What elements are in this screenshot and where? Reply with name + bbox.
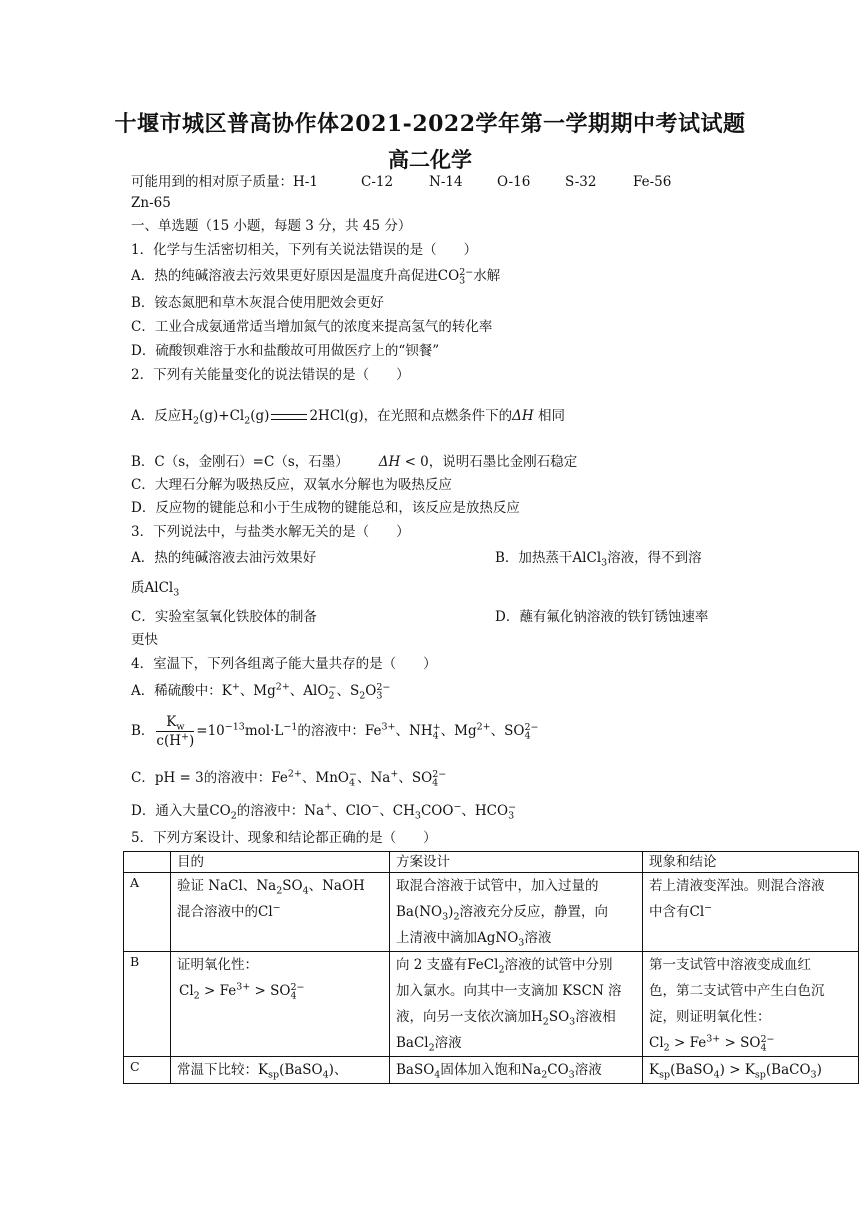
table-row (124, 952, 859, 1057)
q2-option-c: C．大理石分解为吸热反应，双氧水分解也为吸热反应 (131, 477, 452, 493)
mass-zn: Zn-65 (131, 195, 171, 211)
mass-n: N-14 (429, 174, 463, 190)
q4-option-b: B． $\frac{K_w}{c(H^+)}$ $=10^{-13}mol\cdot L^{-1}$的溶液中：$Fe^{3+}$、$NH_4^+$、$Mg^{2+}$、$SO_4^{2-}$ (131, 713, 539, 749)
q3-stem: 3．下列说法中，与盐类水解无关的是（ ） (131, 524, 410, 540)
q4-option-c: C．pH = 3的溶液中：$Fe^{2+}$、MnO$_4$−、Na+、$SO_4^{2-}$ (131, 768, 447, 789)
q3-option-c: C．实验室氢氧化铁胶体的制备 (131, 609, 317, 625)
table-row (124, 873, 859, 952)
q4a-ions: K+、$Mg^{2+}$、AlO$_2$−、$S_2O_3^{2-}$ (221, 681, 391, 702)
q4c-ions: $Fe^{2+}$、MnO$_4$−、Na+、$SO_4^{2-}$ (271, 768, 447, 789)
q5-stem: 5．下列方案设计、现象和结论都正确的是（ ） (131, 830, 437, 846)
row-b-design: 向 2 支盛有FeCl$_2$溶液的试管中分别 加入氯水。向其中一支滴加 KSCN 溶 液，向另一支依次滴加$H_2SO_3$溶液相 BaCl$_2$溶液 (390, 952, 643, 1057)
alcl3-formula: AlCl$_3$ (572, 550, 608, 569)
mass-h: H-1 (293, 174, 318, 190)
mass-c: C-12 (361, 174, 394, 190)
row-a-design: 取混合溶液于试管中，加入过量的 $Ba(NO_3)_2$溶液充分反应，静置，向 上清液中滴加AgNO$_3$溶液 (390, 873, 643, 952)
q1-option-c: C．工业合成氨通常适当增加氮气的浓度来提高氢气的转化率 (131, 319, 493, 335)
q2-option-d: D．反应物的键能总和小于生成物的键能总和，该反应是放热反应 (131, 500, 520, 516)
row-c-design: BaSO$_4$固体加入饱和$Na_2CO_3$溶液 (390, 1057, 643, 1084)
q3-option-d-wrap: 更快 (131, 632, 158, 648)
q4c-ph: pH = 3 (154, 770, 204, 786)
header-blank (124, 852, 171, 873)
q4b-value: $=10^{-13}mol\cdot L^{-1}$ (196, 721, 298, 739)
row-b-aim: 证明氧化性： $Cl_2 > Fe^{3+} > SO_4^{2-}$ (171, 952, 390, 1057)
row-b-result: 第一支试管中溶液变成血红 色，第二支试管中产生白色沉 淀，则证明氧化性： $Cl_2 > Fe^{3+} > SO_4^{2-}$ (643, 952, 859, 1057)
row-label-c: C (124, 1057, 171, 1084)
q2-delta-h-negative: ΔH < 0 (378, 454, 429, 470)
section-heading: 一、单选题（15 小题，每题 3 分，共 45 分） (131, 218, 412, 234)
q1-option-d: D．硫酸钡难溶于水和盐酸故可用做医疗上的“钡餐” (131, 343, 440, 359)
q2-delta-h: ΔH (512, 408, 534, 424)
row-label-b: B (124, 952, 171, 1057)
q3-option-b: B．加热蒸干AlCl$_3$溶液，得不到溶 (495, 550, 702, 569)
row-a-result: 若上清液变浑浊。则混合溶液 中含有Cl− (643, 873, 859, 952)
exam-title: 十堰市城区普高协作体2021-2022学年第一学期期中考试试题 (114, 111, 746, 137)
table-header-row (124, 852, 859, 873)
q4d-ions: Na+、ClO−、$CH_3COO^-$、$HCO_3^-$ (304, 801, 517, 822)
q5-table (123, 851, 859, 1084)
q1-carbonate-formula: $CO_3^{2-}$ (437, 266, 474, 287)
atomic-masses-line (131, 172, 671, 192)
q4-option-a: A．稀硫酸中：K+、$Mg^{2+}$、AlO$_2$−、$S_2O_3^{2-}$ (131, 681, 391, 702)
q2-option-b: B．C（s，金刚石）=C（s，石墨） ΔH < 0，说明石墨比金刚石稳定 (131, 454, 578, 470)
q3-option-b-wrap: 质AlCl$_3$ (131, 580, 180, 599)
q1-option-a: A．热的纯碱溶液去污效果更好原因是温度升高促进$CO_3^{2-}$水解 (131, 266, 501, 287)
row-a-aim: 验证 NaCl、$Na_2SO_4$、NaOH 混合溶液中的Cl− (171, 873, 390, 952)
q4b-ions: $Fe^{3+}$、$NH_4^+$、$Mg^{2+}$、$SO_4^{2-}$ (364, 721, 539, 742)
q4-option-d: D．通入大量$CO_2$的溶液中：Na+、ClO−、$CH_3COO^-$、$HCO_3^-$ (131, 801, 517, 822)
header-aim: 目的 (171, 852, 390, 873)
co2-formula: $CO_2$ (209, 803, 237, 822)
q2-reaction-equation: $H_2(g)+Cl_2(g)$ 2HCl(g) (181, 408, 364, 427)
masses-label: 可能用到的相对原子质量： (131, 174, 293, 190)
row-c-result: $K_{sp}(BaSO_4)$ > $K_{sp}(BaCO_3)$ (643, 1057, 859, 1084)
table-row (124, 1057, 859, 1084)
q1-stem: 1．化学与生活密切相关，下列有关说法错误的是（ ） (131, 242, 478, 258)
mass-o: O-16 (497, 174, 531, 190)
mass-fe: Fe-56 (633, 174, 672, 190)
q2-stem: 2．下列有关能量变化的说法错误的是（ ） (131, 367, 410, 383)
q4-stem: 4．室温下，下列各组离子能大量共存的是（ ） (131, 656, 437, 672)
row-c-aim: 常温下比较：$K_{sp}(BaSO_4)$、 (171, 1057, 390, 1084)
header-design: 方案设计 (390, 852, 643, 873)
header-result: 现象和结论 (643, 852, 859, 873)
row-label-a: A (124, 873, 171, 952)
exam-subtitle: 高二化学 (388, 147, 472, 172)
q1-option-b: B．铵态氮肥和草木灰混合使用肥效会更好 (131, 295, 384, 311)
q2-option-a: A．反应$H_2(g)+Cl_2(g)$ 2HCl(g)，在光照和点燃条件下的ΔH 相同 (131, 408, 565, 427)
q3-option-a: A．热的纯碱溶液去油污效果好 (131, 550, 317, 566)
mass-s: S-32 (565, 174, 597, 190)
kw-over-h-fraction: $\frac{K_w}{c(H^+)}$ (156, 713, 195, 749)
q3-option-d: D．蘸有氟化钠溶液的铁钉锈蚀速率 (495, 609, 709, 625)
